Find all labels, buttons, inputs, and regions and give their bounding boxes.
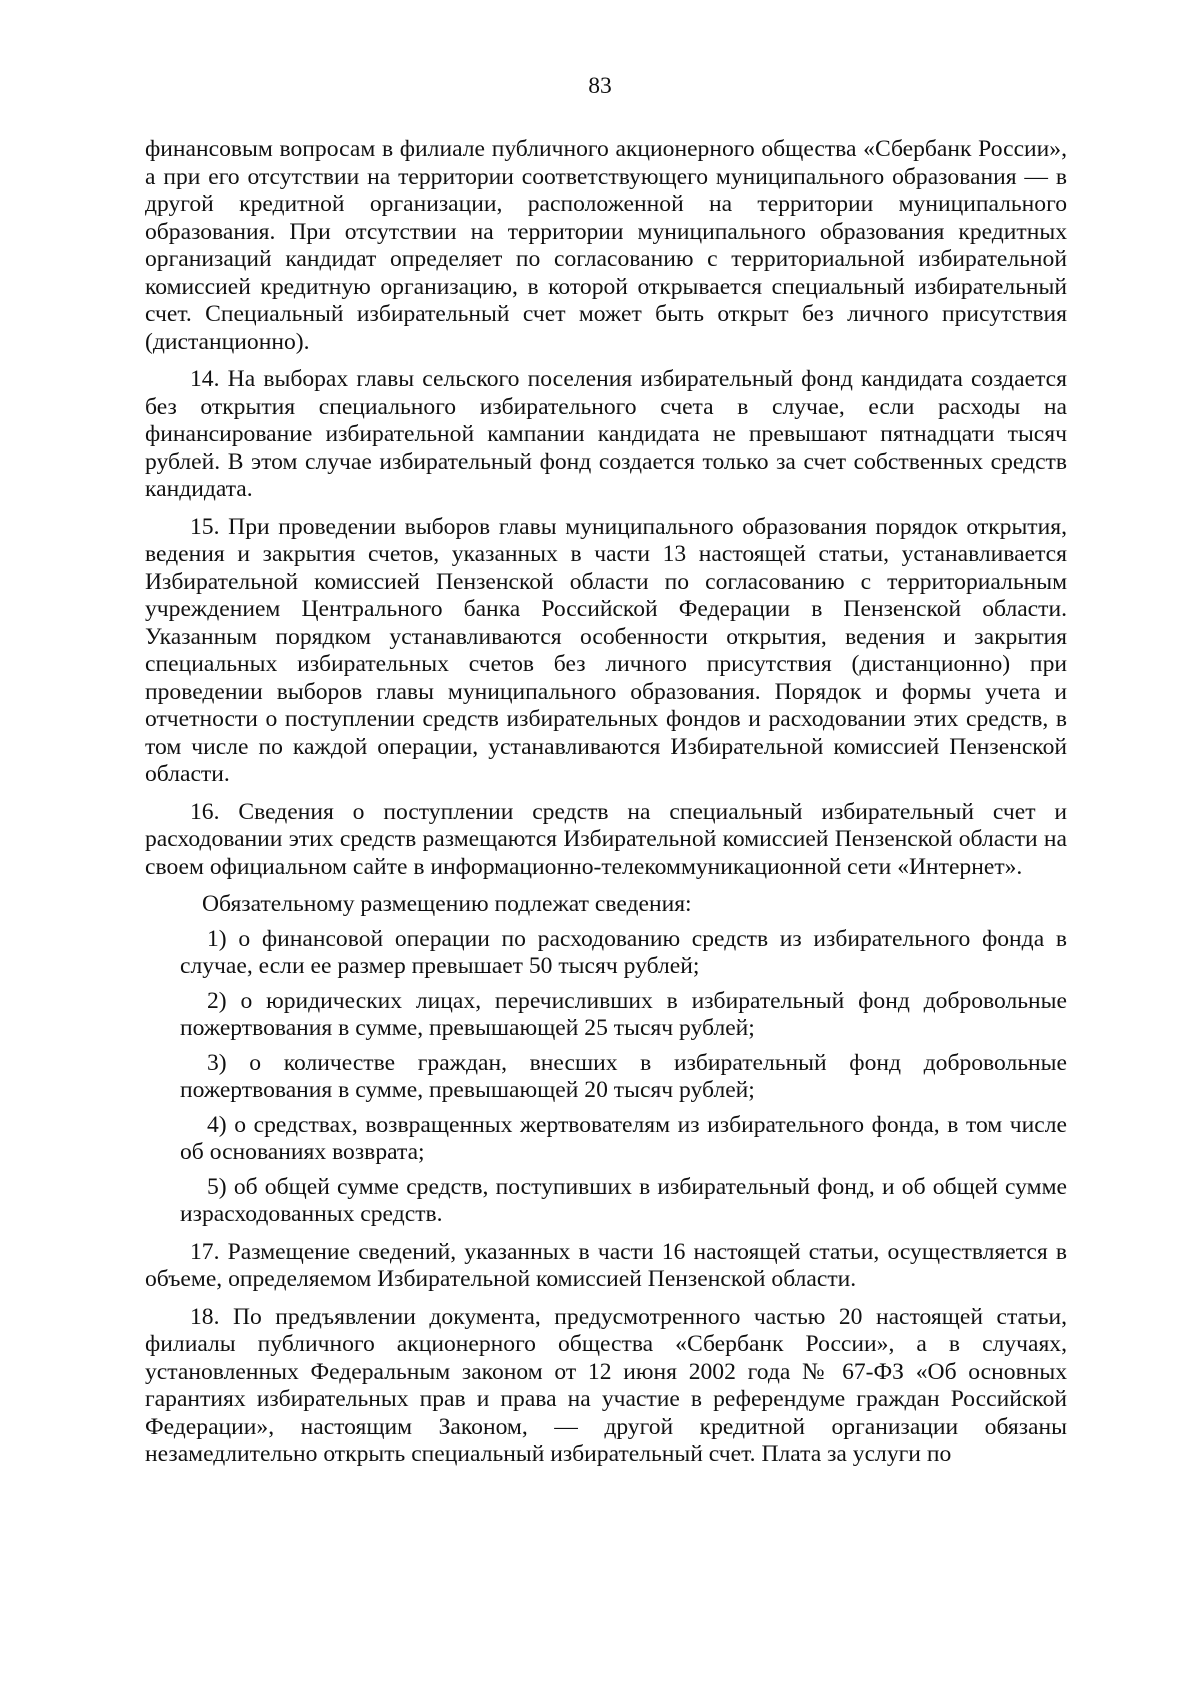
list-item-4: 4) о средствах, возвращенных жертвователям из избирательного фонда, в том числе об основаниях возврата; — [180, 1111, 1067, 1165]
paragraph-18: 18. По предъявлении документа, предусмотренного частью 20 настоящей статьи, филиалы публичного акционерного общества «Сбербанк России», а в случаях, установленных Федеральным законом от 12 июня 2002 года № 67-ФЗ «Об основных гарантиях избирательных прав и права на участие в референдуме граждан Российской Федерации», настоящим Законом, — другой кредитной организации обязаны незамедлительно открыть специальный избирательный счет. Плата за услуги по — [145, 1303, 1067, 1467]
paragraph-15: 15. При проведении выборов главы муниципального образования порядок открытия, ведения и закрытия счетов, указанных в части 13 настоящей статьи, устанавливается Избирательной комиссией Пензенской области по согласованию с территориальным учреждением Центрального банка Российской Федерации в Пензенской области. Указанным порядком устанавливаются особенности открытия, ведения и закрытия специальных избирательных счетов без личного присутствия (дистанционно) при проведении выборов главы муниципального образования. Порядок и формы учета и отчетности о поступлении средств избирательных фондов и расходовании этих средств, в том числе по каждой операции, устанавливаются Избирательной комиссией Пензенской области. — [145, 513, 1067, 787]
document-body — [145, 136, 1067, 1469]
list-item-5: 5) об общей сумме средств, поступивших в избирательный фонд, и об общей сумме израсходованных средств. — [180, 1173, 1067, 1227]
list-item-2: 2) о юридических лицах, перечисливших в избирательный фонд добровольные пожертвования в сумме, превышающей 25 тысяч рублей; — [180, 987, 1067, 1041]
paragraph-13-continued: финансовым вопросам в филиале публичного акционерного общества «Сбербанк России», а при его отсутствии на территории соответствующего муниципального образования — в другой кредитной организации, расположенной на территории муниципального образования. При отсутствии на территории муниципального образования кредитных организаций кандидат определяет по согласованию с территориальной избирательной комиссией кредитную организацию, в которой открывается специальный избирательный счет. Специальный избирательный счет может быть открыт без личного присутствия (дистанционно). — [145, 136, 1067, 355]
paragraph-16-intro: Обязательному размещению подлежат сведения: — [202, 891, 692, 917]
list-item-1: 1) о финансовой операции по расходованию средств из избирательного фонда в случае, если ее размер превышает 50 тысяч рублей; — [180, 925, 1067, 979]
paragraph-14: 14. На выборах главы сельского поселения избирательный фонд кандидата создается без открытия специального избирательного счета в случае, если расходы на финансирование избирательной кампании кандидата не превышают пятнадцати тысяч рублей. В этом случае избирательный фонд создается только за счет собственных средств кандидата. — [145, 366, 1067, 502]
paragraph-16: 16. Сведения о поступлении средств на специальный избирательный счет и расходовании этих средств размещаются Избирательной комиссией Пензенской области на своем официальном сайте в информационно-телекоммуникационной сети «Интернет». — [145, 798, 1067, 880]
page-number: 83 — [588, 73, 612, 99]
list-item-3: 3) о количестве граждан, внесших в избирательный фонд добровольные пожертвования в сумме, превышающей 20 тысяч рублей; — [180, 1049, 1067, 1103]
paragraph-17: 17. Размещение сведений, указанных в части 16 настоящей статьи, осуществляется в объеме, определяемом Избирательной комиссией Пензенской области. — [145, 1238, 1067, 1292]
